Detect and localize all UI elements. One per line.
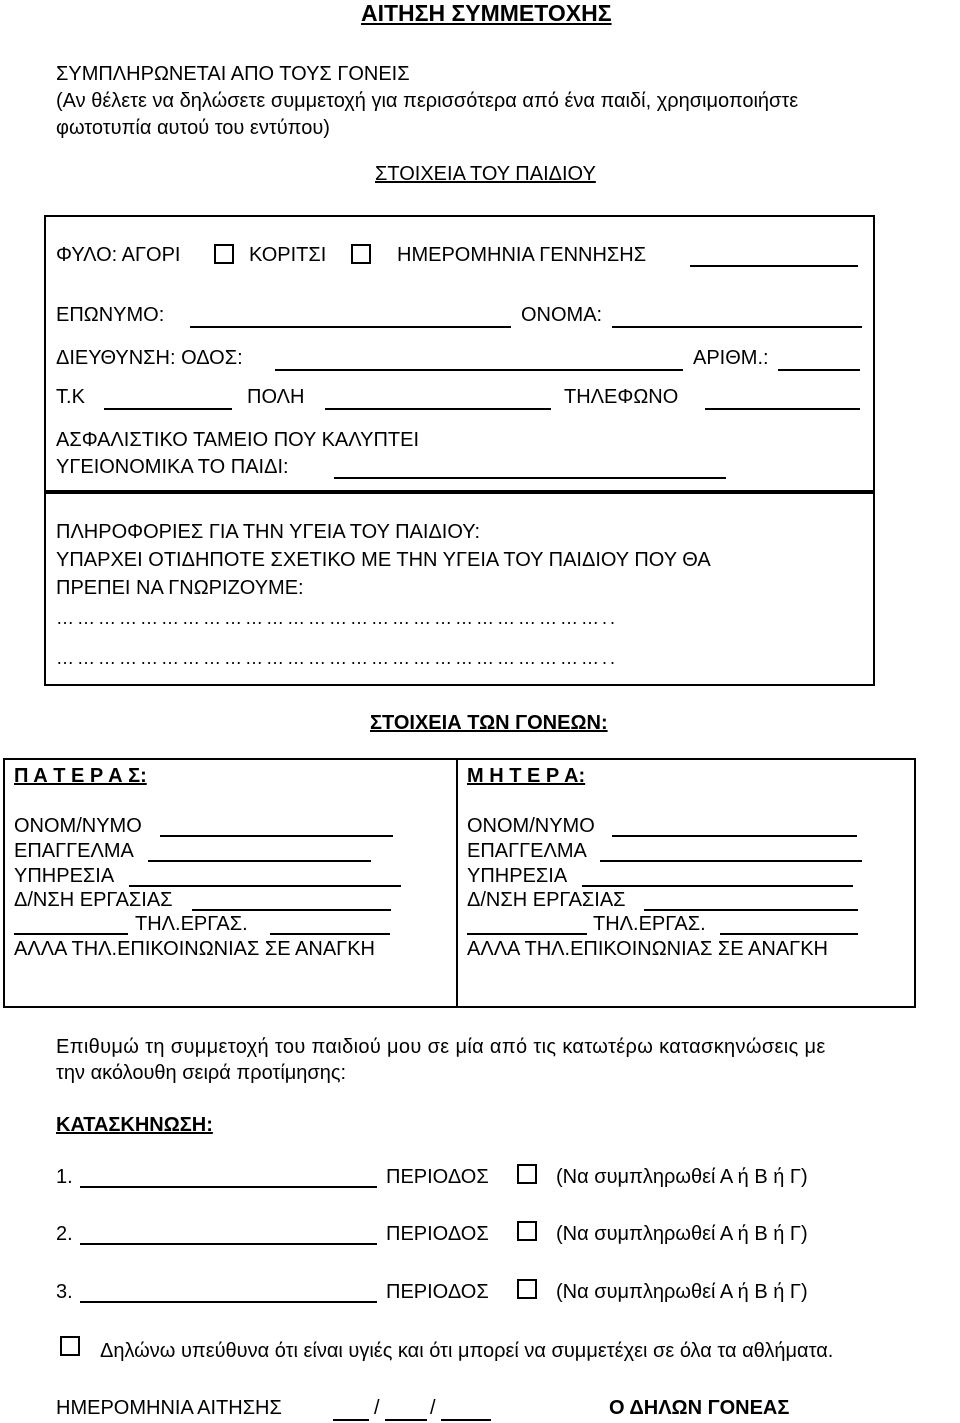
mother-service-label: ΥΠΗΡΕΣΙΑ xyxy=(467,865,568,887)
application-date-label: ΗΜΕΡΟΜΗΝΙΑ ΑΙΤΗΣΗΣ xyxy=(56,1397,282,1419)
city-field[interactable] xyxy=(325,408,551,410)
mother-emergency-label: ΑΛΛΑ ΤΗΛ.ΕΠΙΚΟΙΝΩΝΙΑΣ ΣΕ ΑΝΑΓΚΗ xyxy=(467,938,828,960)
date-separator-2: / xyxy=(430,1397,436,1419)
mother-job-field[interactable] xyxy=(600,860,862,862)
camp-wish-line-1: Επιθυμώ τη συμμετοχή του παιδιού μου σε μία από τις κατωτέρω κατασκηνώσεις με xyxy=(56,1036,826,1058)
surname-field[interactable] xyxy=(190,326,511,328)
camp-row-2-period-checkbox[interactable] xyxy=(517,1221,537,1241)
street-field[interactable] xyxy=(275,369,683,371)
signatory-label: Ο ΔΗΛΩΝ ΓΟΝΕΑΣ xyxy=(609,1397,790,1419)
phone-label: ΤΗΛΕΦΩΝΟ xyxy=(564,386,679,408)
birthdate-label: ΗΜΕΡΟΜΗΝΙΑ ΓΕΝΝΗΣΗΣ xyxy=(397,244,647,266)
name-field[interactable] xyxy=(612,326,862,328)
mother-work-phone-field[interactable] xyxy=(720,933,858,935)
health-line-1: ΠΛΗΡΟΦΟΡΙΕΣ ΓΙΑ ΤΗΝ ΥΓΕΙΑ ΤΟΥ ΠΑΙΔΙΟΥ: xyxy=(56,521,481,543)
father-work-address-field-2[interactable] xyxy=(14,933,128,935)
father-job-field[interactable] xyxy=(148,860,371,862)
father-name-label: ΟΝΟΜ/ΝΥΜΟ xyxy=(14,815,142,837)
health-dotted-line-1[interactable]: …………………………………………………………………….. xyxy=(56,608,619,628)
page-title: ΑΙΤΗΣΗ ΣΥΜΜΕΤΟΧΗΣ xyxy=(361,0,612,26)
zip-label: Τ.Κ xyxy=(56,386,85,408)
parents-section-title: ΣΤΟΙΧΕΙΑ ΤΩΝ ΓΟΝΕΩΝ: xyxy=(370,712,608,734)
intro-line-1: ΣΥΜΠΛΗΡΩΝΕΤΑΙ ΑΠΟ ΤΟΥΣ ΓΟΝΕΙΣ xyxy=(56,63,410,85)
girl-label: ΚΟΡΙΤΣΙ xyxy=(249,244,327,266)
intro-line-3: φωτοτυπία αυτού του εντύπου) xyxy=(56,117,330,139)
mother-name-field[interactable] xyxy=(612,835,857,837)
camp-row-1-hint: (Να συμπληρωθεί Α ή Β ή Γ) xyxy=(556,1166,808,1188)
birthdate-field[interactable] xyxy=(690,265,858,267)
camp-row-2-period: ΠΕΡΙΟΔΟΣ xyxy=(386,1223,489,1245)
intro-line-2: (Αν θέλετε να δηλώσετε συμμετοχή για περισσότερα από ένα παιδί, χρησιμοποιήστε xyxy=(56,90,799,112)
city-label: ΠΟΛΗ xyxy=(247,386,305,408)
date-separator-1: / xyxy=(374,1397,380,1419)
boy-checkbox[interactable] xyxy=(214,244,234,264)
camp-row-2-hint: (Να συμπληρωθεί Α ή Β ή Γ) xyxy=(556,1223,808,1245)
mother-work-address-field-2[interactable] xyxy=(467,933,587,935)
insurance-field[interactable] xyxy=(334,477,726,479)
mother-work-address-label: Δ/ΝΣΗ ΕΡΓΑΣΙΑΣ xyxy=(467,889,626,911)
father-name-field[interactable] xyxy=(160,835,393,837)
phone-field[interactable] xyxy=(705,408,860,410)
father-title: Π Α Τ Ε Ρ Α Σ: xyxy=(14,765,147,787)
health-line-2: ΥΠΑΡΧΕΙ ΟΤΙΔΗΠΟΤΕ ΣΧΕΤΙΚΟ ΜΕ ΤΗΝ ΥΓΕΙΑ ΤΟΥ ΠΑΙΔΙΟΥ ΠΟΥ ΘΑ xyxy=(56,549,711,571)
camp-row-1-period-checkbox[interactable] xyxy=(517,1164,537,1184)
application-year-field[interactable] xyxy=(441,1419,491,1421)
mother-title: Μ Η Τ Ε Ρ Α: xyxy=(467,765,586,787)
camp-row-3-period-checkbox[interactable] xyxy=(517,1279,537,1299)
camp-row-1-num: 1. xyxy=(56,1166,73,1188)
child-section-title: ΣΤΟΙΧΕΙΑ ΤΟΥ ΠΑΙΔΙΟΥ xyxy=(375,163,596,185)
mother-work-address-field[interactable] xyxy=(644,909,858,911)
father-emergency-label: ΑΛΛΑ ΤΗΛ.ΕΠΙΚΟΙΝΩΝΙΑΣ ΣΕ ΑΝΑΓΚΗ xyxy=(14,938,375,960)
name-label: ΟΝΟΜΑ: xyxy=(521,304,603,326)
camp-row-1-period: ΠΕΡΙΟΔΟΣ xyxy=(386,1166,489,1188)
father-work-address-field[interactable] xyxy=(192,909,391,911)
insurance-label-2: ΥΓΕΙΟΝΟΜΙΚΑ ΤΟ ΠΑΙΔΙ: xyxy=(56,456,289,478)
father-work-phone-field[interactable] xyxy=(270,933,390,935)
zip-field[interactable] xyxy=(104,408,232,410)
mother-job-label: ΕΠΑΓΓΕΛΜΑ xyxy=(467,840,587,862)
mother-name-label: ΟΝΟΜ/ΝΥΜΟ xyxy=(467,815,595,837)
camp-row-2-field[interactable] xyxy=(80,1243,377,1245)
surname-label: ΕΠΩΝΥΜΟ: xyxy=(56,304,165,326)
street-number-field[interactable] xyxy=(778,369,860,371)
father-service-field[interactable] xyxy=(129,885,401,887)
camp-title: ΚΑΤΑΣΚΗΝΩΣΗ: xyxy=(56,1114,213,1136)
sex-label: ΦΥΛΟ: ΑΓΟΡΙ xyxy=(56,244,181,266)
father-work-phone-label: ΤΗΛ.ΕΡΓΑΣ. xyxy=(135,913,248,935)
camp-row-3-hint: (Να συμπληρωθεί Α ή Β ή Γ) xyxy=(556,1281,808,1303)
father-service-label: ΥΠΗΡΕΣΙΑ xyxy=(14,865,115,887)
application-day-field[interactable] xyxy=(333,1419,369,1421)
mother-work-phone-label: ΤΗΛ.ΕΡΓΑΣ. xyxy=(593,913,706,935)
mother-service-field[interactable] xyxy=(582,885,853,887)
number-label: ΑΡΙΘΜ.: xyxy=(693,347,769,369)
camp-row-3-period: ΠΕΡΙΟΔΟΣ xyxy=(386,1281,489,1303)
camp-row-1-field[interactable] xyxy=(80,1186,377,1188)
camp-row-2-num: 2. xyxy=(56,1223,73,1245)
camp-row-3-num: 3. xyxy=(56,1281,73,1303)
address-label: ΔΙΕΥΘΥΝΣΗ: ΟΔΟΣ: xyxy=(56,347,243,369)
health-dotted-line-2[interactable]: …………………………………………………………………….. xyxy=(56,648,619,668)
camp-row-3-field[interactable] xyxy=(80,1301,377,1303)
father-job-label: ΕΠΑΓΓΕΛΜΑ xyxy=(14,840,134,862)
father-work-address-label: Δ/ΝΣΗ ΕΡΓΑΣΙΑΣ xyxy=(14,889,173,911)
declaration-text: Δηλώνω υπεύθυνα ότι είναι υγιές και ότι μπορεί να συμμετέχει σε όλα τα αθλήματα. xyxy=(100,1340,834,1362)
application-month-field[interactable] xyxy=(385,1419,427,1421)
girl-checkbox[interactable] xyxy=(351,244,371,264)
insurance-label-1: ΑΣΦΑΛΙΣΤΙΚΟ ΤΑΜΕΙΟ ΠΟΥ ΚΑΛΥΠΤΕΙ xyxy=(56,429,420,451)
declaration-checkbox[interactable] xyxy=(60,1336,80,1356)
health-line-3: ΠΡΕΠΕΙ ΝΑ ΓΝΩΡΙΖΟΥΜΕ: xyxy=(56,577,304,599)
camp-wish-line-2: την ακόλουθη σειρά προτίμησης: xyxy=(56,1062,347,1084)
